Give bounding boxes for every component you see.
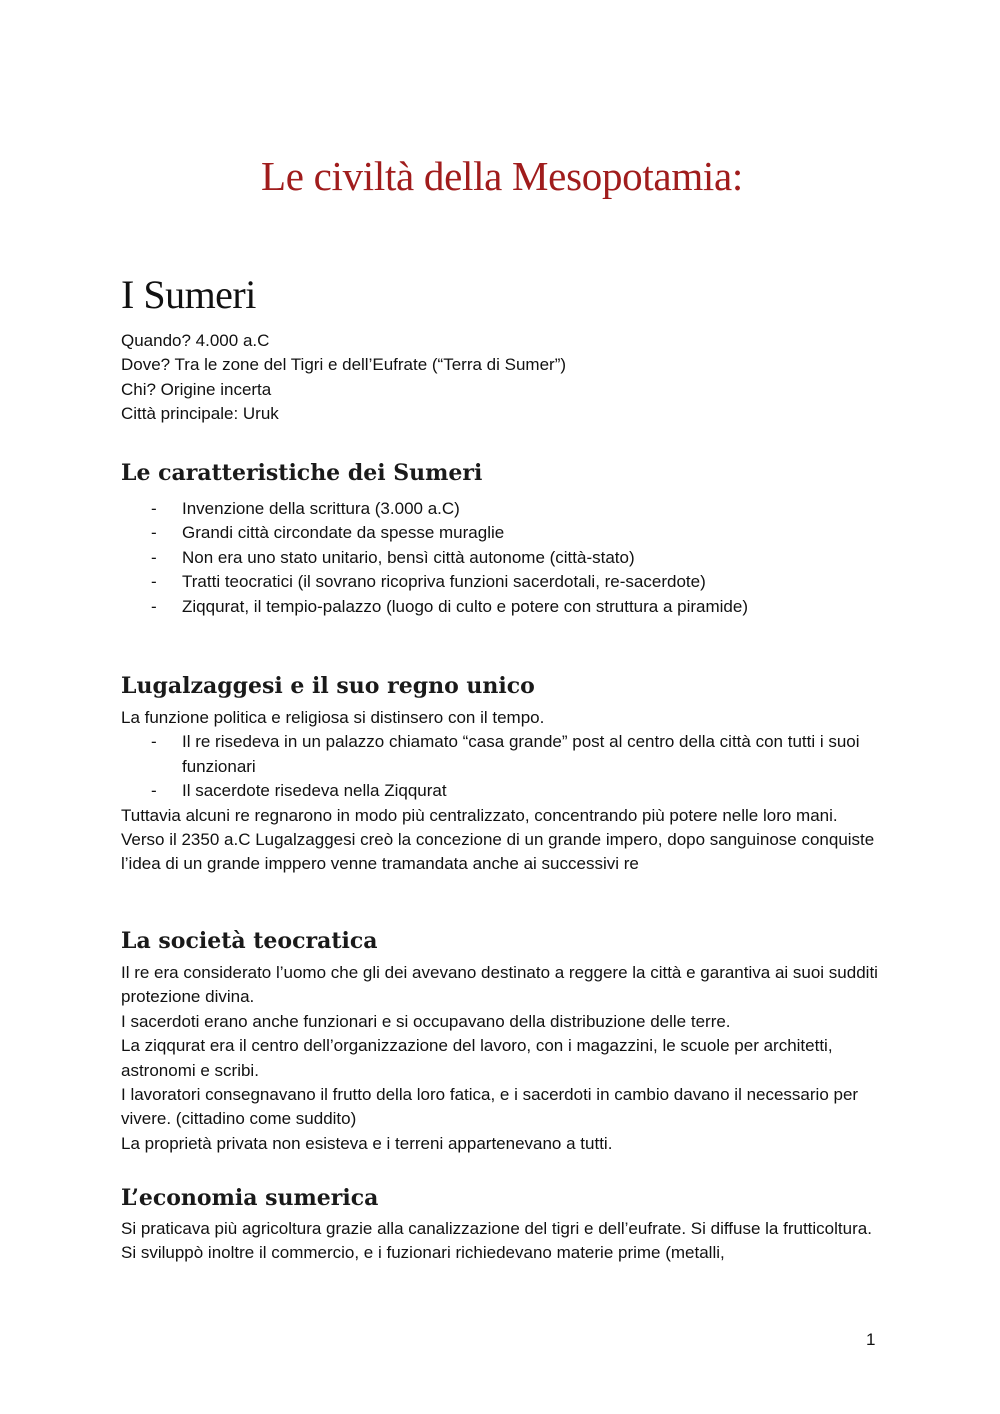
societa-body [121, 961, 883, 1156]
paragraph: La ziqqurat era il centro dell’organizzazione del lavoro, con i magazzini, le scuole per architetti, astronomi e scribi. [121, 1036, 833, 1080]
fact-line: Chi? Origine incerta [121, 379, 272, 399]
list-item: - Non era uno stato unitario, bensì città autonome (città-stato) [121, 546, 883, 570]
dash-bullet: - [151, 547, 157, 567]
dash-bullet: - [151, 499, 157, 518]
dash-bullet: - [151, 523, 157, 543]
page-number: 1 [866, 1330, 876, 1349]
dash-bullet: - [151, 572, 157, 592]
section-heading-economia: L’economia sumerica [121, 1185, 379, 1211]
paragraph: La funzione politica e religiosa si distinsero con il tempo. [121, 708, 545, 727]
paragraph: La proprietà privata non esisteva e i terreni appartenevano a tutti. [121, 1133, 613, 1153]
paragraph: Tuttavia alcuni re regnarono in modo più centralizzato, concentrando più potere nelle loro mani. [121, 805, 838, 825]
lugalzaggesi-body [121, 706, 883, 877]
section-heading-lugalzaggesi: Lugalzaggesi e il suo regno unico [121, 673, 535, 699]
economia-body [121, 1217, 883, 1266]
dash-bullet: - [151, 732, 157, 752]
list-item: - Tratti teocratici (il sovrano ricopriva funzioni sacerdotali, re-sacerdote) [121, 570, 883, 594]
dash-bullet: - [151, 596, 157, 616]
section-heading-societa: La società teocratica [121, 928, 378, 954]
paragraph: Il re era considerato l’uomo che gli dei avevano destinato a reggere la città e garantiva ai suoi sudditi protezione divina. [121, 963, 878, 1007]
list-item: - Ziqqurat, il tempio-palazzo (luogo di culto e potere con struttura a piramide) [121, 595, 883, 619]
caratteristiche-list [121, 497, 883, 619]
paragraph: Verso il 2350 a.C Lugalzaggesi creò la concezione di un grande impero, dopo sanguinose conquiste l’idea di un grande imppero venne tramandata anche ai successivi re [121, 830, 875, 874]
paragraph: Si praticava più agricoltura grazie alla canalizzazione del tigri e dell’eufrate. Si diffuse la frutticoltura. Si sviluppò inoltre il commercio, e i fuzionari richiedevano materie prime (metalli, [121, 1219, 872, 1263]
paragraph: I lavoratori consegnavano il frutto della loro fatica, e i sacerdoti in cambio davano il necessario per vivere. (cittadino come suddito) [121, 1085, 859, 1129]
fact-line: Dove? Tra le zone del Tigri e dell’Eufrate (“Terra di Sumer”) [121, 355, 567, 375]
list-item: - Il sacerdote risedeva nella Ziqqurat [121, 779, 883, 803]
fact-line: Città principale: Uruk [121, 404, 279, 424]
section-heading-caratteristiche: Le caratteristiche dei Sumeri [121, 460, 483, 486]
lugalzaggesi-list [121, 730, 883, 803]
document-title: Le civiltà della Mesopotamia: [261, 153, 743, 199]
sumeri-facts [121, 329, 883, 427]
paragraph: I sacerdoti erano anche funzionari e si occupavano della distribuzione delle terre. [121, 1011, 731, 1031]
list-item: - Invenzione della scrittura (3.000 a.C) [121, 497, 883, 521]
list-item: - Il re risedeva in un palazzo chiamato “casa grande” post al centro della città con tutti i suoi funzionari [151, 732, 860, 776]
list-item: - Grandi città circondate da spesse muraglie [121, 521, 883, 545]
fact-line: Quando? 4.000 a.C [121, 331, 270, 350]
dash-bullet: - [151, 781, 157, 801]
section-heading-sumeri: I Sumeri [121, 272, 256, 317]
